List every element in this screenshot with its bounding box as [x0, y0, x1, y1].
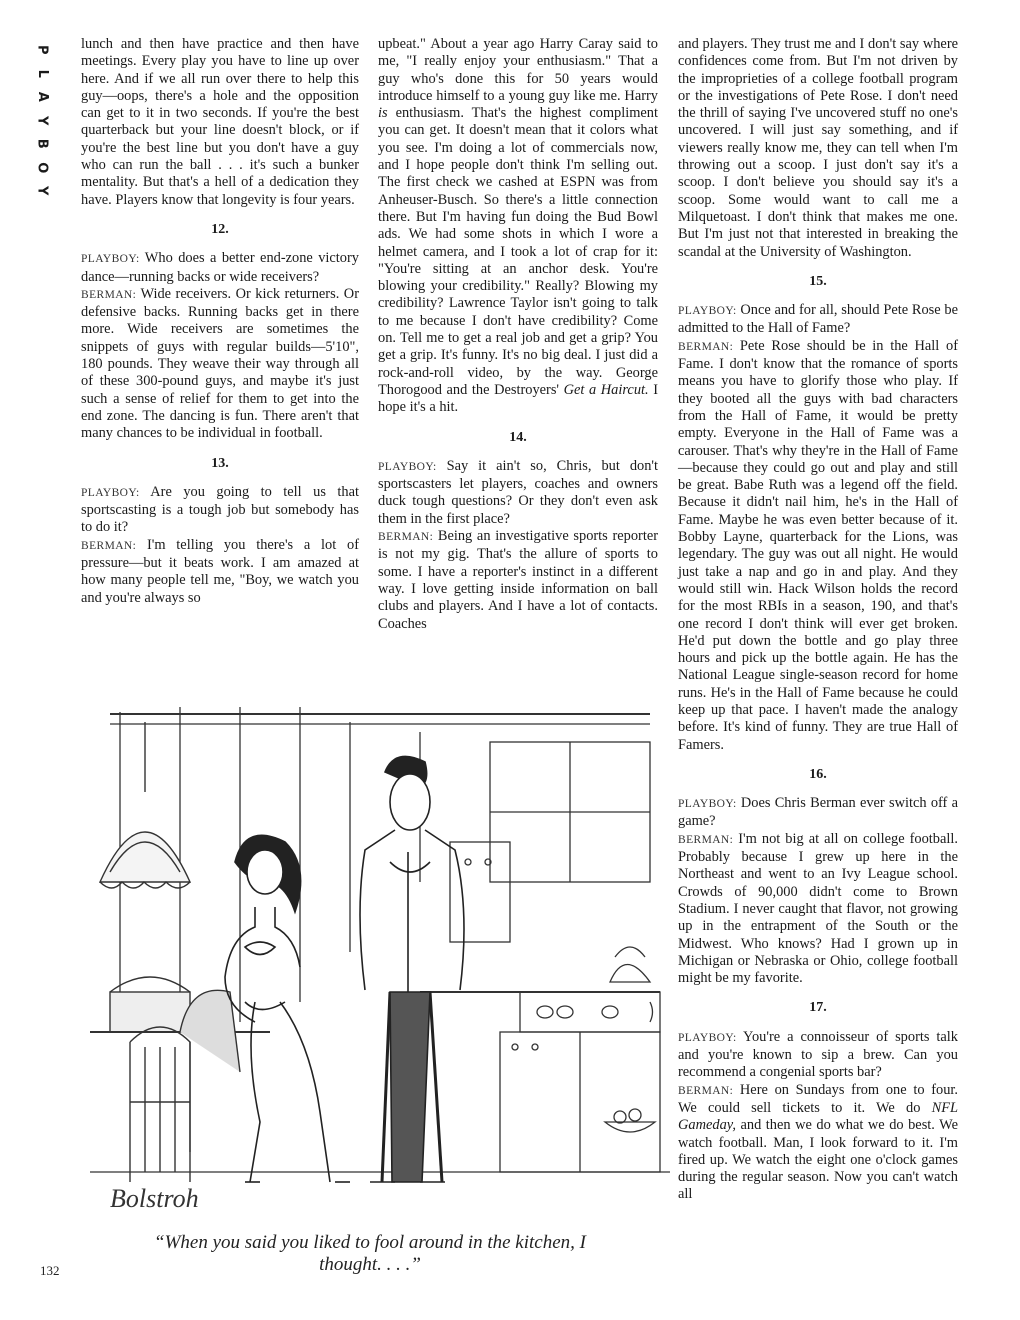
question-paragraph: [378, 458, 658, 528]
speaker-label: BERMAN:: [678, 340, 734, 353]
masthead-letter: A: [34, 91, 50, 102]
speaker-label: PLAYBOY:: [378, 460, 437, 473]
cartoon-illustration: [90, 702, 670, 1222]
question-number: 14.: [509, 429, 527, 445]
question-number: 12.: [211, 221, 229, 237]
hanging-lamp: [100, 722, 190, 888]
answer-paragraph: [378, 528, 658, 633]
masthead-letter: L: [34, 69, 50, 78]
question-number: 16.: [809, 766, 827, 782]
masthead-letter: B: [34, 138, 50, 149]
artist-signature: Bolstroh: [110, 1184, 199, 1213]
answer-paragraph: [81, 537, 359, 607]
answer-text: I'm not big at all on college football. Probably because I grew up here in the Northeast and went to an Ivy League school. Crowds of 90,000 didn't come to Brown Stadium. I never caught that flavor, not growing up in the entrapment of the South or the Midwest. Who knows? Had I grown up in Michigan or Nebraska or Ohio, college football might be my favorite.: [678, 830, 958, 987]
question-text: Say it ain't so, Chris, but don't sportscasters let players, coaches and owners duck tough questions? Or they don't even ask them in the first place?: [378, 457, 658, 527]
question-number: 15.: [809, 273, 827, 289]
question-number: 13.: [211, 455, 229, 471]
answer-paragraph: [678, 338, 958, 754]
paragraph: and players. They trust me and I don't say where confidences come from. But I'm not driven by the improprieties of a college football program or the investigations of Pete Rose. I don't need the thrill of saying I've uncovered stuff no one's uncovered. I will just say something, and if viewers really know me, they can tell when I'm throwing out a scoop. I just don't say it's a scoop. I don't believe you should say it's a scoop. Some would want to call me a Milquetoast. I don't think that makes me one. But I'm just not that interested in breaking the scandal at the University of Washington.: [678, 36, 958, 260]
masthead-letter: O: [34, 161, 50, 173]
paragraph: [378, 36, 658, 417]
answer-text: Here on Sundays from one to four. We could sell tickets to it. We do: [678, 1081, 958, 1116]
chair-and-table: [90, 977, 270, 1182]
question-paragraph: [678, 795, 958, 831]
answer-paragraph: [678, 1082, 958, 1204]
question-number: 17.: [809, 1000, 827, 1016]
speaker-label: BERMAN:: [81, 288, 137, 301]
speaker-label: BERMAN:: [678, 833, 734, 846]
page-number: 132: [40, 1263, 60, 1278]
question-paragraph: [81, 484, 359, 537]
woman-figure: [225, 835, 350, 1182]
speaker-label: PLAYBOY:: [81, 253, 140, 266]
speaker-label: BERMAN:: [81, 539, 137, 552]
masthead-letter: Y: [34, 115, 50, 125]
answer-text: I'm telling you there's a lot of pressure—but it beats work. I am amazed at how many people tell me, "Boy, we watch you and you're always so: [81, 536, 359, 606]
text-column-3: [678, 36, 958, 1204]
text-column-1: [81, 36, 359, 607]
emphasis-text: is: [378, 105, 388, 122]
answer-text: Pete Rose should be in the Hall of Fame. I don't know that the romance of sports means you have to glorify those who play. If they booted all the guys with bad characters from the Hall of Fame, it would be pretty empty. Everyone in the Hall of Fame was a carouser. That's why they're in the Hall of Fame—because they could go out and play and still be great. Babe Ruth was a legend off the field. Because it didn't nail him, he's in the Hall of Fame. Maybe he was even better because of it. Bobby Layne, quarterback for the Lions, was legendary. The guy was out all night. He would just take a nap and go in and play. And they would still win. Hack Wilson holds the record for the most RBIs in a season, 190, and that's one record I don't think will ever get broken. He'd put down the bottle and go play three hours and pick up the bottle again. He has the National League single-season record for home runs. He's in the Hall of Fame because he could keep up that pace. I haven't made the analogy before. It's kind of funny. They are true Hall of Famers.: [678, 337, 958, 753]
text-column-2: [378, 36, 658, 633]
question-text: Are you going to tell us that sportscasting is a tough job but somebody has to do it?: [81, 483, 359, 536]
speaker-label: PLAYBOY:: [678, 305, 737, 318]
question-text: You're a connoisseur of sports talk and you're known to sip a brew. Can you recommend a congenial sports bar?: [678, 1028, 958, 1081]
answer-text: Wide receivers. Or kick returners. Or defensive backs. Running backs get in there more. Wide receivers are sometimes the snippets of guys with regular builds—5'10", 180 pounds. They weave their way through all of these 300-pound guys, and maybe it's just such a sense of relief for them to get into the end zone. The dancing is fun. There aren't that many chances to be individual in football.: [81, 285, 359, 442]
paragraph-text: upbeat." About a year ago Harry Caray said to me, "I really enjoy your enthusiasm." That a guy who's done this for 50 years would introduce himself to a young guy like me. Harry: [378, 36, 658, 104]
paragraph: lunch and then have practice and then have meetings. Every play you have to line up over here. And if we all run over there to help this guy—oops, there's a hole and the opposition can get to it in two seconds. If you're the best quarterback but your line doesn't block, or if you're the best line but you don't have a guy who can run the ball . . . it's such a bunker mentality. But that's a hell of a dedication they have. Players know that longevity is four years.: [81, 36, 359, 208]
question-text: Once and for all, should Pete Rose be admitted to the Hall of Fame?: [678, 302, 958, 337]
answer-paragraph: [678, 831, 958, 988]
song-title: Get a Haircut.: [563, 381, 649, 398]
paragraph-text: I hope it's a hit.: [378, 381, 659, 416]
speaker-label: PLAYBOY:: [81, 486, 140, 499]
masthead-letter: Y: [34, 186, 50, 196]
question-paragraph: [678, 1029, 958, 1082]
cartoon-caption: “When you said you liked to fool around in the kitchen, I thought. . . .”: [154, 1232, 586, 1275]
speaker-label: BERMAN:: [378, 531, 434, 544]
playboy-masthead: [30, 38, 54, 203]
question-paragraph: [81, 250, 359, 286]
question-paragraph: [678, 302, 958, 338]
answer-text: and then we do what we do best. We watch football. Man, I look forward to it. I'm fired up. We watch the eight one o'clock games during the regular season. Now you can't watch all: [678, 1117, 958, 1203]
answer-paragraph: [81, 286, 359, 443]
speaker-label: BERMAN:: [678, 1084, 734, 1097]
answer-text: Being an investigative sports reporter is not my gig. That's the allure of sports to some. I have a reporter's instinct in a different way. I love getting inside information on ball clubs and players. And I have a lot of contacts. Coaches: [378, 528, 658, 632]
show-title: NFL Gameday,: [678, 1099, 958, 1134]
speaker-label: PLAYBOY:: [678, 798, 737, 811]
question-text: Does Chris Berman ever switch off a game?: [678, 795, 958, 830]
question-text: Who does a better end-zone victory dance—running backs or wide receivers?: [81, 250, 359, 285]
masthead-letter: P: [34, 44, 50, 55]
man-figure: [360, 756, 464, 1182]
speaker-label: PLAYBOY:: [678, 1031, 737, 1044]
paragraph-text: enthusiasm. That's the highest compliment you can get. It doesn't mean that it colors what you see. I'm doing a lot of commercials now, and I hope people don't think I'm selling out. The first check we cashed at ESPN was from Anheuser-Busch. So there's a little connection there. But I'm having fun doing the Bud Bowl ads. We had some shots in which I wore a helmet camera, and I took a lot of crap for it: "You're sitting at an anchor desk. You're blowing your credibility." Really? Blowing my credibility? Lawrence Taylor isn't going to talk to me because I don't have credibility? Come on. Tell me to get a real job and get a grip? You get a grip. It's funny. It's no big deal. I just did a rock-and-roll video, by the way. George Thorogood and the Destroyers': [378, 105, 658, 398]
